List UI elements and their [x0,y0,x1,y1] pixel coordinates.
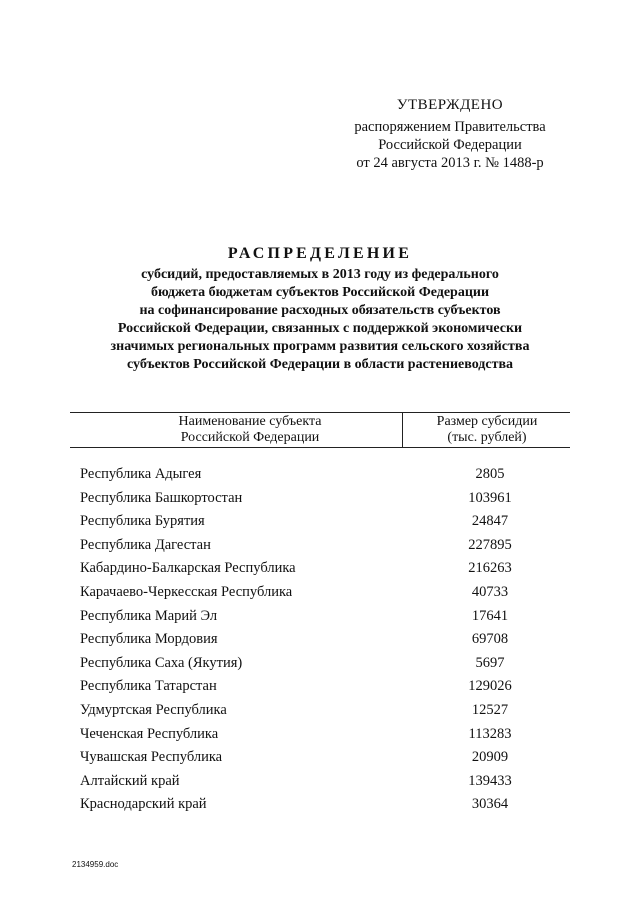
table-row [80,794,570,818]
subject-name: Республика Саха (Якутия) [80,654,243,671]
subtitle-line: субсидий, предоставляемых в 2013 году из федерального [141,267,499,282]
subject-name: Краснодарский край [80,796,207,813]
approval-heading: УТВЕРЖДЕНО [396,97,504,113]
subsidy-amount: 30364 [471,796,509,813]
table-row [80,535,570,559]
table-row [80,653,570,677]
subject-name: Республика Мордовия [80,631,218,648]
table-row [80,488,570,512]
subsidy-amount: 17641 [471,607,509,624]
table-row [80,464,570,488]
column-header-amount [404,414,570,446]
table-top-rule [70,412,570,413]
document-filename: 2134959.doc [72,860,119,869]
approval-line-1: распоряжением Правительства [354,119,546,135]
table-row [80,582,570,606]
header-amount-line-1: Размер субсидии [436,414,538,429]
subject-name: Удмуртская Республика [80,701,227,718]
subsidy-amount: 24847 [471,513,509,530]
subsidy-amount: 113283 [468,725,512,742]
table-row [80,771,570,795]
table-row [80,606,570,630]
subtitle-line: бюджета бюджетам субъектов Российской Федерации [150,285,490,300]
table-row [80,676,570,700]
column-header-name [120,414,380,446]
subject-name: Республика Дагестан [80,536,211,553]
subtitle-line: значимых региональных программ развития сельского хозяйства [110,339,530,354]
subject-name: Республика Бурятия [80,513,205,530]
subsidy-amount: 12527 [471,701,509,718]
subject-name: Алтайский край [80,772,180,789]
subject-name: Республика Башкортостан [80,489,243,506]
subtitle-line: на софинансирование расходных обязательств субъектов [139,303,501,318]
table-header-divider [402,412,403,447]
table-body [80,464,570,818]
subsidy-amount: 103961 [468,489,512,506]
subject-name: Республика Адыгея [80,466,202,482]
subsidy-amount: 5697 [475,654,505,671]
approval-line-3: от 24 августа 2013 г. № 1488-р [356,155,544,171]
table-row [80,558,570,582]
table-row [80,511,570,535]
subsidy-amount: 40733 [471,583,509,600]
subtitle-line: Российской Федерации, связанных с поддержкой экономически [117,321,523,336]
subsidy-amount: 2805 [475,466,505,482]
subsidy-amount: 227895 [468,536,512,553]
table-row [80,629,570,653]
header-amount-line-2: (тыс. рублей) [447,430,527,445]
table-header-rule [70,447,570,448]
subject-name: Республика Татарстан [80,678,217,695]
document-subtitle [90,266,550,374]
subject-name: Карачаево-Черкесская Республика [80,583,293,600]
approval-line-2: Российской Федерации [378,137,522,153]
header-name-line-2: Российской Федерации [180,430,320,445]
header-name-line-1: Наименование субъекта [178,414,322,429]
subject-name: Чеченская Республика [80,725,219,742]
subsidy-amount: 69708 [471,631,509,648]
subject-name: Республика Марий Эл [80,607,218,624]
table-row [80,724,570,748]
subject-name: Кабардино-Балкарская Республика [80,560,296,577]
table-row [80,700,570,724]
subsidy-amount: 216263 [468,560,512,577]
approval-block [330,96,570,172]
table-row [80,747,570,771]
subsidy-amount: 20909 [471,749,509,766]
subject-name: Чувашская Республика [80,749,223,766]
document-title: РАСПРЕДЕЛЕНИЕ [227,245,413,262]
subsidy-amount: 129026 [468,678,512,695]
subtitle-line: субъектов Российской Федерации в области растениеводства [126,357,514,372]
subsidy-amount: 139433 [468,772,512,789]
